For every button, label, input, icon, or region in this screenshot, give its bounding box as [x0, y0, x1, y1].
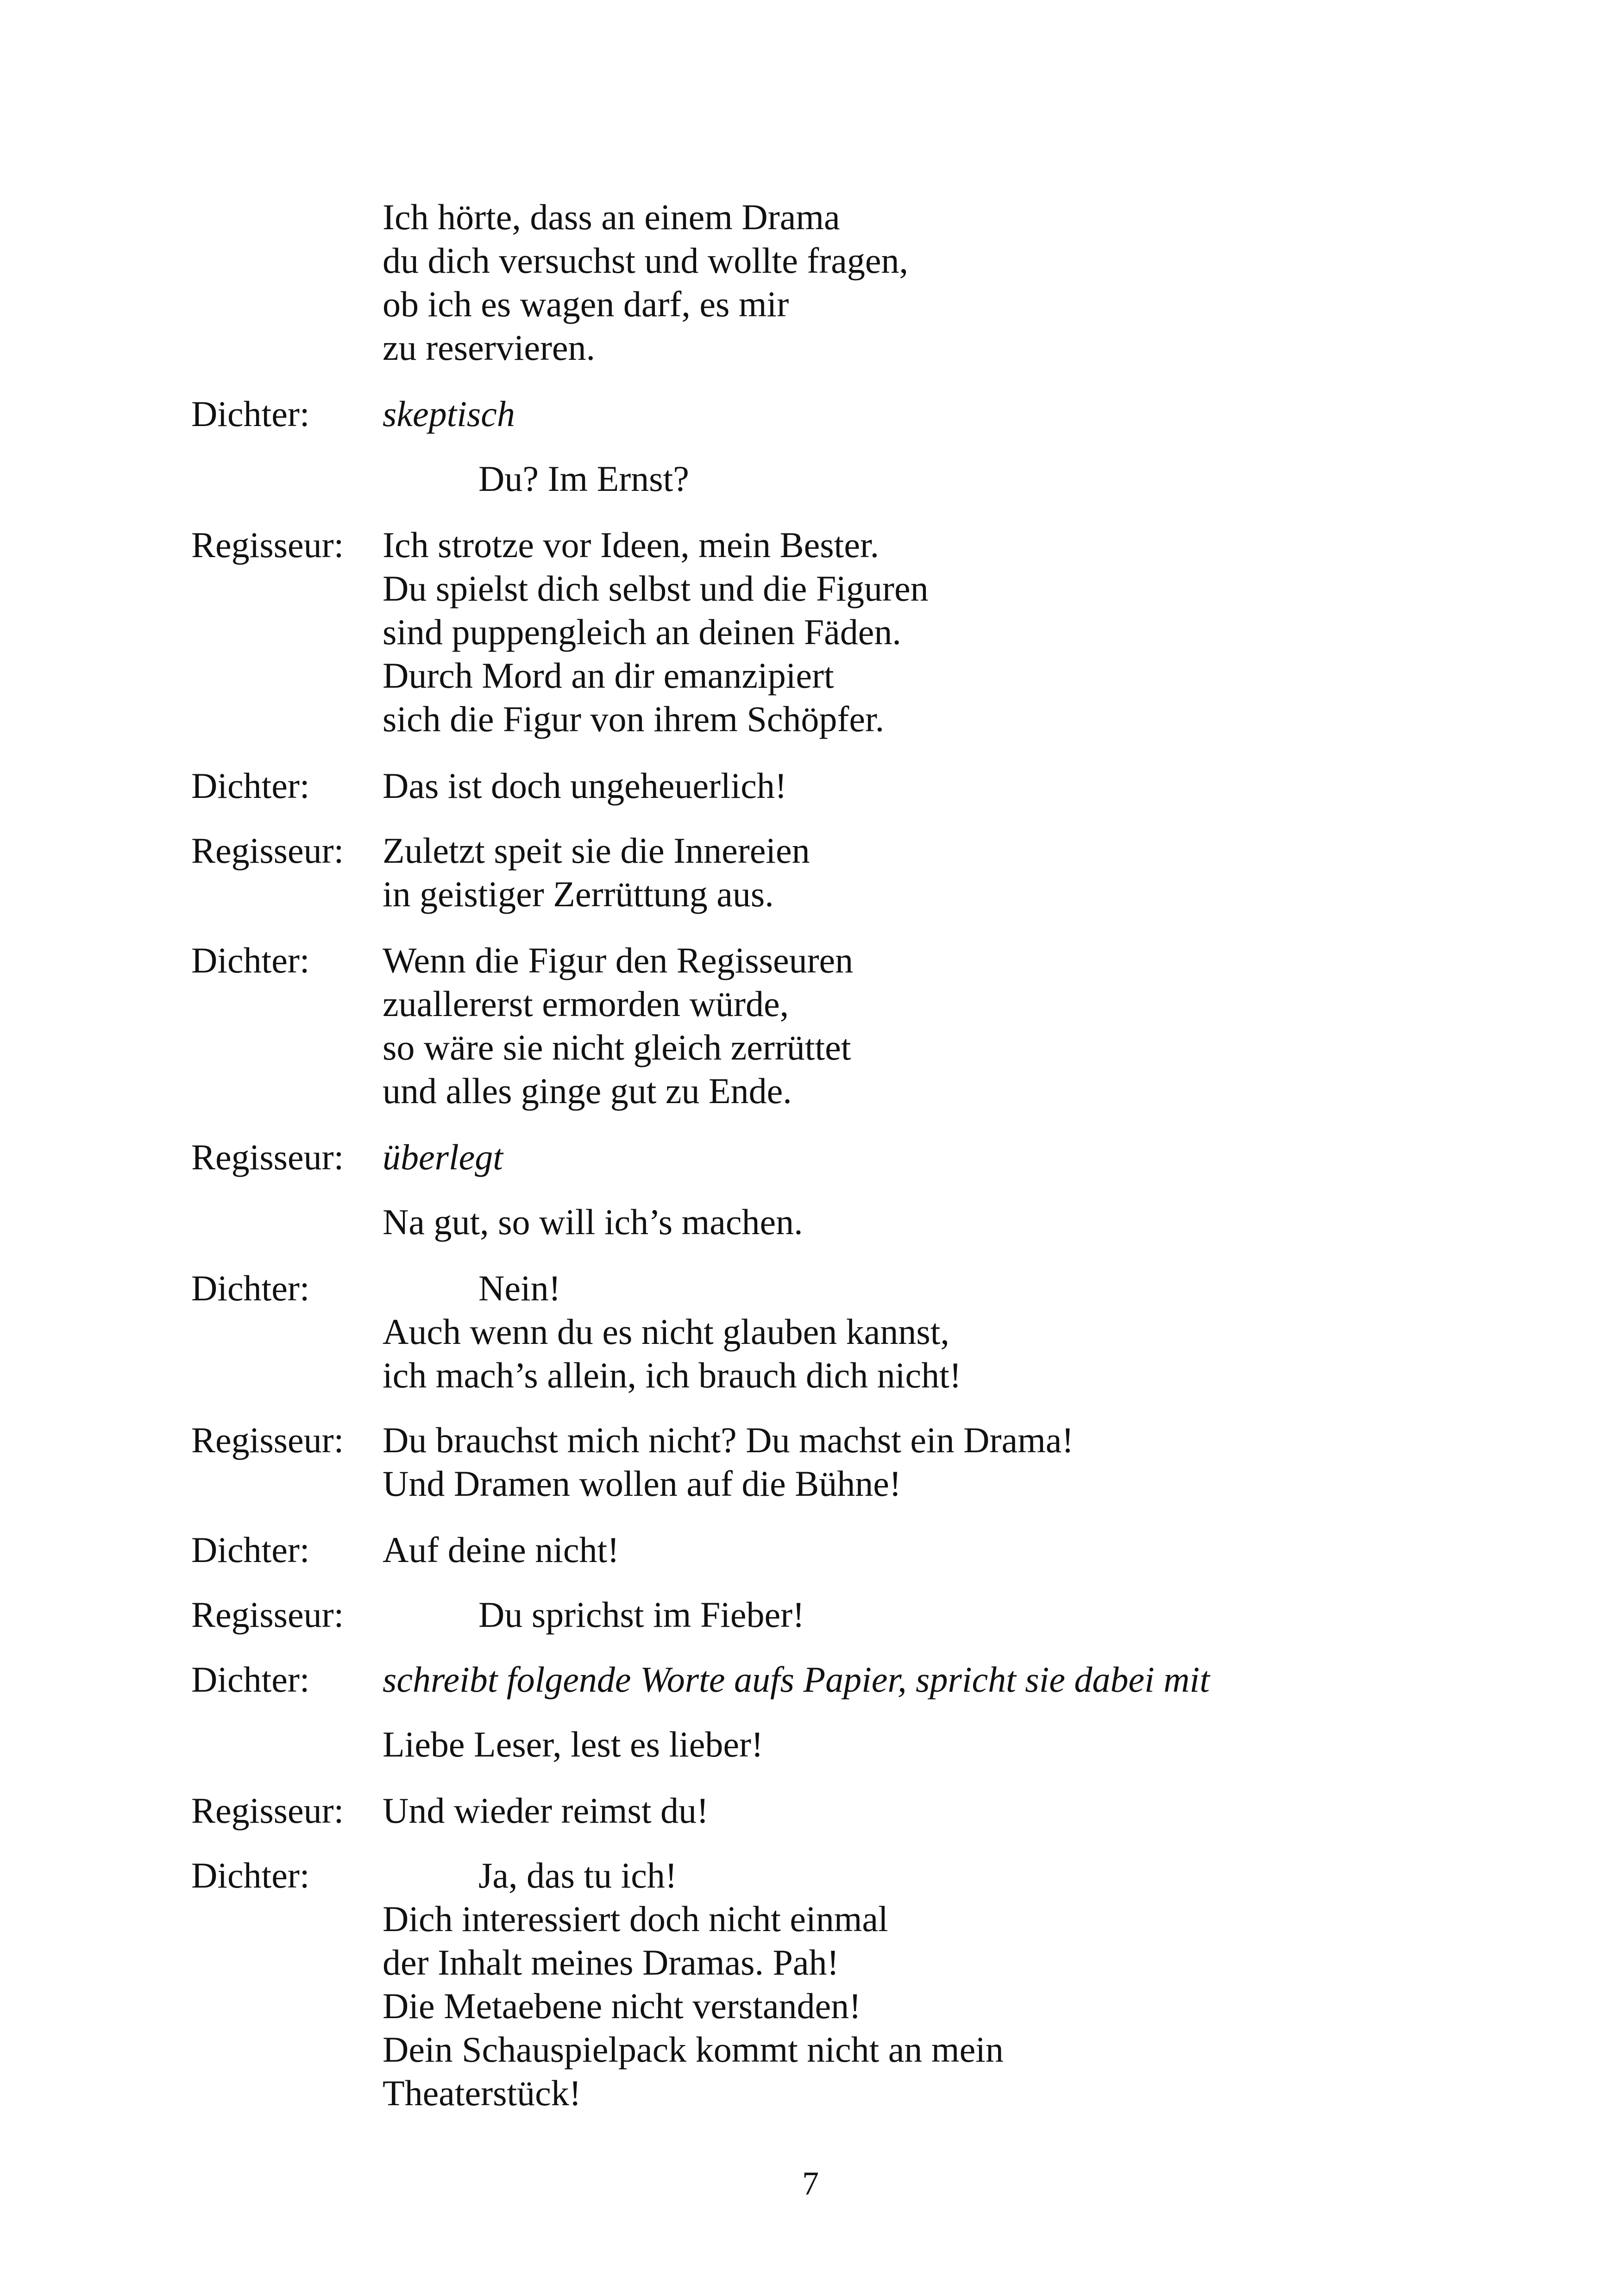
speaker-label: Dichter: [191, 1855, 310, 1895]
speaker-label: Regisseur: [191, 830, 344, 871]
text-line: Zuletzt speit sie die Innereien [383, 830, 810, 871]
text-line: Liebe Leser, lest es lieber! [383, 1724, 763, 1764]
text-line: Auch wenn du es nicht glauben kannst, [383, 1311, 949, 1352]
text-line: ob ich es wagen darf, es mir [383, 284, 789, 324]
speaker-label: Dichter: [191, 1268, 310, 1308]
text-line: Du brauchst mich nicht? Du machst ein Drama! [383, 1420, 1074, 1460]
text-line: Dich interessiert doch nicht einmal [383, 1899, 888, 1939]
speaker-label: Dichter: [191, 1659, 310, 1700]
text-line: Na gut, so will ich’s machen. [383, 1202, 803, 1242]
text-line: sind puppengleich an deinen Fäden. [383, 612, 901, 652]
dialogue-text [383, 523, 929, 741]
text-line: Ich strotze vor Ideen, mein Bester. [383, 525, 880, 565]
text-line: in geistiger Zerrüttung aus. [383, 874, 774, 914]
text-line-indented: Ja, das tu ich! [478, 1855, 677, 1895]
speaker-label: Regisseur: [191, 1594, 344, 1635]
speaker-label: Dichter: [191, 940, 310, 980]
dialogue-text [383, 457, 689, 501]
text-line: und alles ginge gut zu Ende. [383, 1071, 792, 1111]
speaker-label: Dichter: [191, 394, 310, 434]
speaker-label: Regisseur: [191, 1420, 344, 1460]
dialogue-text [383, 1200, 803, 1244]
dialogue-text [383, 1593, 804, 1637]
speaker-label: Regisseur: [191, 525, 344, 565]
text-line: so wäre sie nicht gleich zerrüttet [383, 1027, 851, 1067]
stage-direction [383, 1658, 1210, 1701]
text-line: Dein Schauspielpack kommt nicht an mein [383, 2029, 1004, 2070]
direction-text: skeptisch [383, 394, 515, 434]
text-line: Durch Mord an dir emanzipiert [383, 655, 834, 696]
dialogue-text [383, 1528, 619, 1572]
speaker-label: Regisseur: [191, 1137, 344, 1177]
text-line: der Inhalt meines Dramas. Pah! [383, 1942, 839, 1982]
text-line-indented: Du sprichst im Fieber! [478, 1594, 805, 1635]
text-line: zuallererst ermorden würde, [383, 984, 789, 1024]
stage-direction [383, 392, 515, 436]
text-line: Wenn die Figur den Regisseuren [383, 940, 854, 980]
dialogue-text [383, 829, 810, 916]
text-line: sich die Figur von ihrem Schöpfer. [383, 699, 885, 739]
text-line: zu reservieren. [383, 327, 596, 368]
dialogue-text [383, 1418, 1074, 1506]
speaker-label: Dichter: [191, 765, 310, 806]
intro-text [383, 195, 908, 370]
dialogue-text [383, 939, 853, 1113]
dialogue-text [383, 1854, 1004, 2115]
text-line: Theaterstück! [383, 2073, 581, 2113]
text-line: Ich hörte, dass an einem Drama [383, 197, 840, 237]
dialogue-text [383, 764, 787, 808]
dialogue-text [383, 1789, 709, 1832]
text-line: Auf deine nicht! [383, 1530, 620, 1570]
direction-text: schreibt folgende Worte aufs Papier, spricht sie dabei mit [383, 1659, 1210, 1700]
speaker-label: Dichter: [191, 1530, 310, 1570]
dialogue-text [383, 1723, 763, 1766]
page-number: 7 [802, 2165, 819, 2202]
stage-direction [383, 1135, 503, 1179]
text-line: Die Metaebene nicht verstanden! [383, 1986, 861, 2026]
text-line-indented: Nein! [478, 1268, 561, 1308]
text-line-indented: Du? Im Ernst? [478, 458, 689, 499]
text-line: Das ist doch ungeheuerlich! [383, 765, 787, 806]
text-line: Und Dramen wollen auf die Bühne! [383, 1463, 901, 1504]
dialogue-text [383, 1267, 961, 1397]
text-line: Und wieder reimst du! [383, 1790, 709, 1831]
text-line: Du spielst dich selbst und die Figuren [383, 568, 929, 609]
speaker-label: Regisseur: [191, 1790, 344, 1831]
text-line: ich mach’s allein, ich brauch dich nicht! [383, 1355, 961, 1395]
direction-text: überlegt [383, 1137, 503, 1177]
text-line: du dich versuchst und wollte fragen, [383, 240, 909, 281]
